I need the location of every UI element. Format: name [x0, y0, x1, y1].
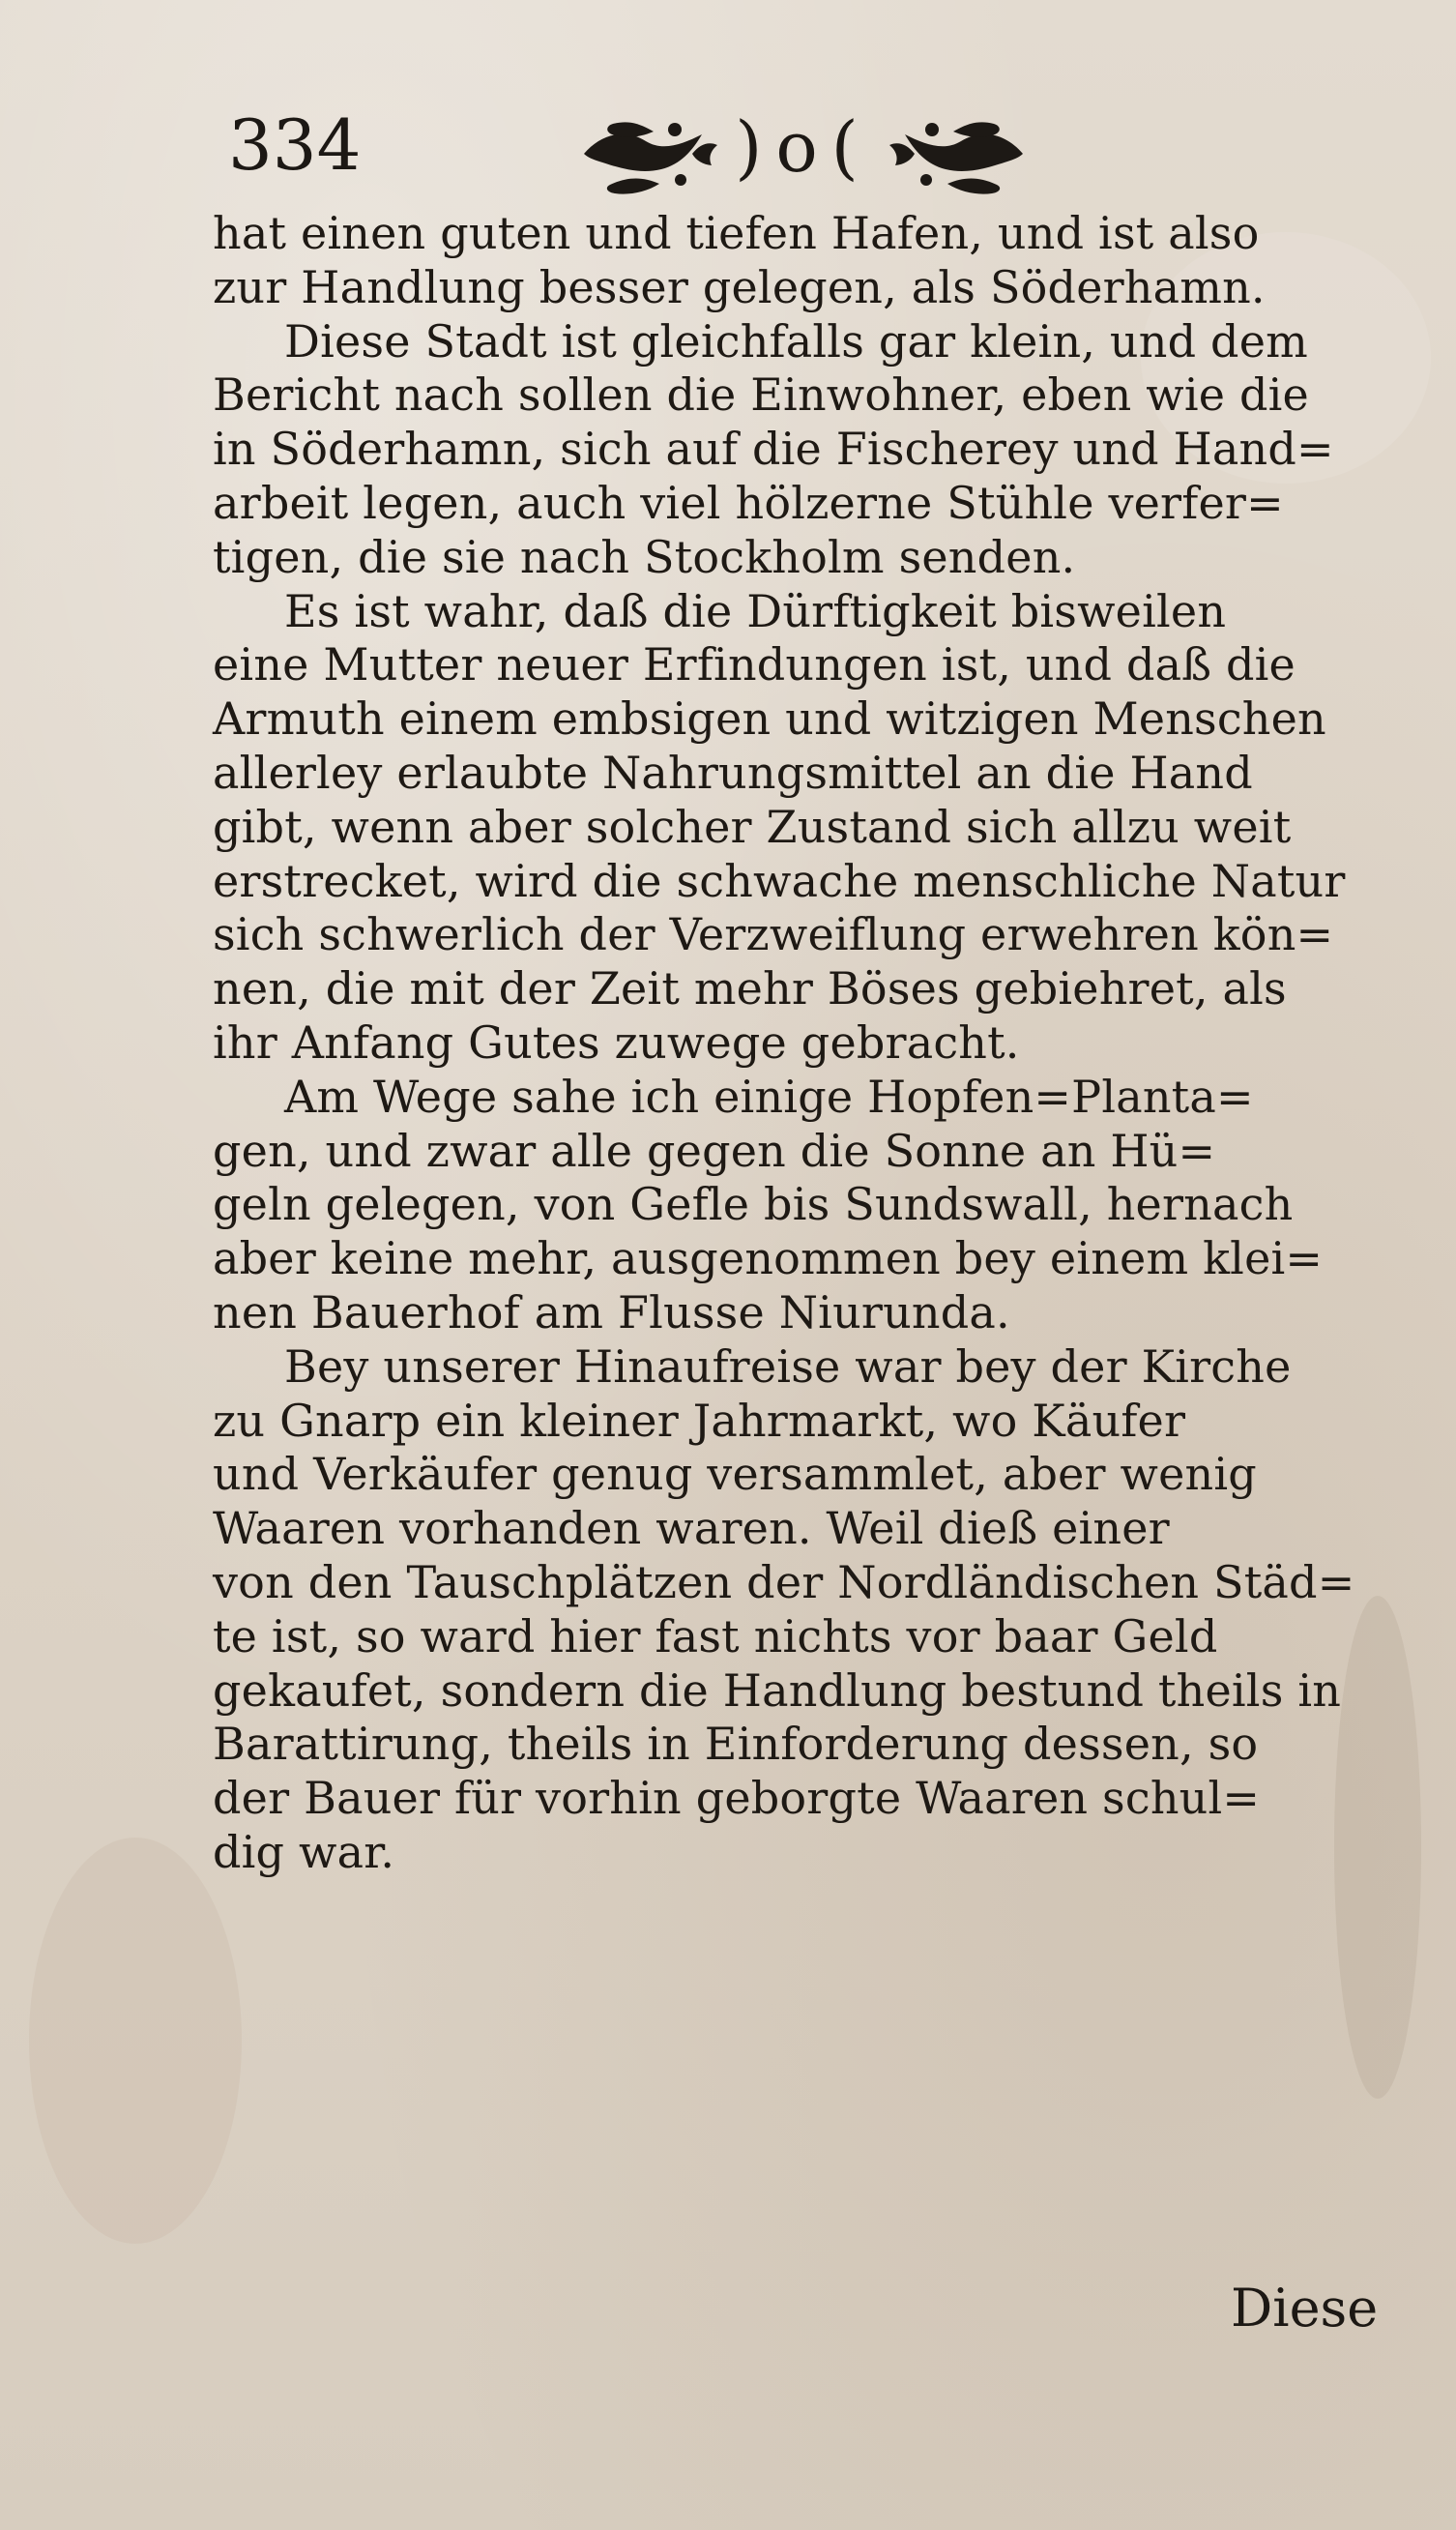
text-line: gekaufet, sondern die Handlung bestund theils in — [213, 1663, 1342, 1717]
text-line: Armuth einem embsigen und witzigen Menschen — [213, 692, 1326, 746]
page-header — [0, 101, 1456, 217]
paragraph-first-line: Bey unserer Hinaufreise war bey der Kirche — [284, 1339, 1292, 1393]
ornament-parentheses: )o( — [735, 106, 872, 188]
catchword: Diese — [1231, 2278, 1379, 2339]
text-line: gibt, wenn aber solcher Zustand sich allzu weit — [213, 800, 1292, 853]
text-line: Waaren vorhanden waren. Weil dieß einer — [213, 1502, 1170, 1555]
text-line: nen, die mit der Zeit mehr Böses gebiehret, als — [213, 962, 1287, 1015]
text-line: eine Mutter neuer Erfindungen ist, und daß die — [213, 638, 1296, 691]
text-line: und Verkäufer genug versammlet, aber wenig — [213, 1448, 1257, 1501]
text-line: erstrecket, wird die schwache menschliche Natur — [213, 854, 1346, 907]
paragraph-first-line: Diese Stadt ist gleichfalls gar klein, und dem — [284, 314, 1308, 368]
paragraph-first-line: Es ist wahr, daß die Dürftigkeit bisweilen — [284, 584, 1227, 637]
page-body-text — [213, 207, 1383, 1880]
page-number: 334 — [228, 104, 362, 186]
text-line: von den Tauschplätzen der Nordländischen Städ= — [213, 1555, 1355, 1608]
text-line: der Bauer für vorhin geborgte Waaren schul= — [213, 1772, 1261, 1825]
text-line: tigen, die sie nach Stockholm senden. — [213, 530, 1076, 583]
text-line: in Söderhamn, sich auf die Fischerey und Hand= — [213, 423, 1334, 476]
paragraph-first-line: Am Wege sahe ich einige Hopfen=Planta= — [284, 1070, 1254, 1123]
text-line: nen Bauerhof am Flusse Niurunda. — [213, 1285, 1010, 1339]
text-line: zur Handlung besser gelegen, als Söderhamn. — [213, 260, 1266, 313]
text-line: arbeit legen, auch viel hölzerne Stühle verfer= — [213, 476, 1284, 529]
paper-stain — [29, 1838, 242, 2244]
header-ornament — [576, 101, 1031, 207]
text-line: Barattirung, theils in Einforderung dessen, so — [213, 1718, 1259, 1771]
text-line: aber keine mehr, ausgenommen bey einem klei= — [213, 1232, 1324, 1285]
text-line: ihr Anfang Gutes zuwege gebracht. — [213, 1015, 1020, 1069]
text-line: geln gelegen, von Gefle bis Sundswall, hernach — [213, 1178, 1294, 1231]
text-line: hat einen guten und tiefen Hafen, und ist also — [213, 207, 1260, 259]
text-line: allerley erlaubte Nahrungsmittel an die Hand — [213, 746, 1253, 799]
text-line: zu Gnarp ein kleiner Jahrmarkt, wo Käufer — [213, 1394, 1186, 1447]
text-line: gen, und zwar alle gegen die Sonne an Hü= — [213, 1124, 1216, 1177]
text-line: Bericht nach sollen die Einwohner, eben wie die — [213, 368, 1309, 422]
text-line: te ist, so ward hier fast nichts vor baar Geld — [213, 1609, 1218, 1662]
text-line: sich schwerlich der Verzweiflung erwehren kön= — [213, 908, 1334, 961]
text-line: dig war. — [213, 1825, 395, 1878]
